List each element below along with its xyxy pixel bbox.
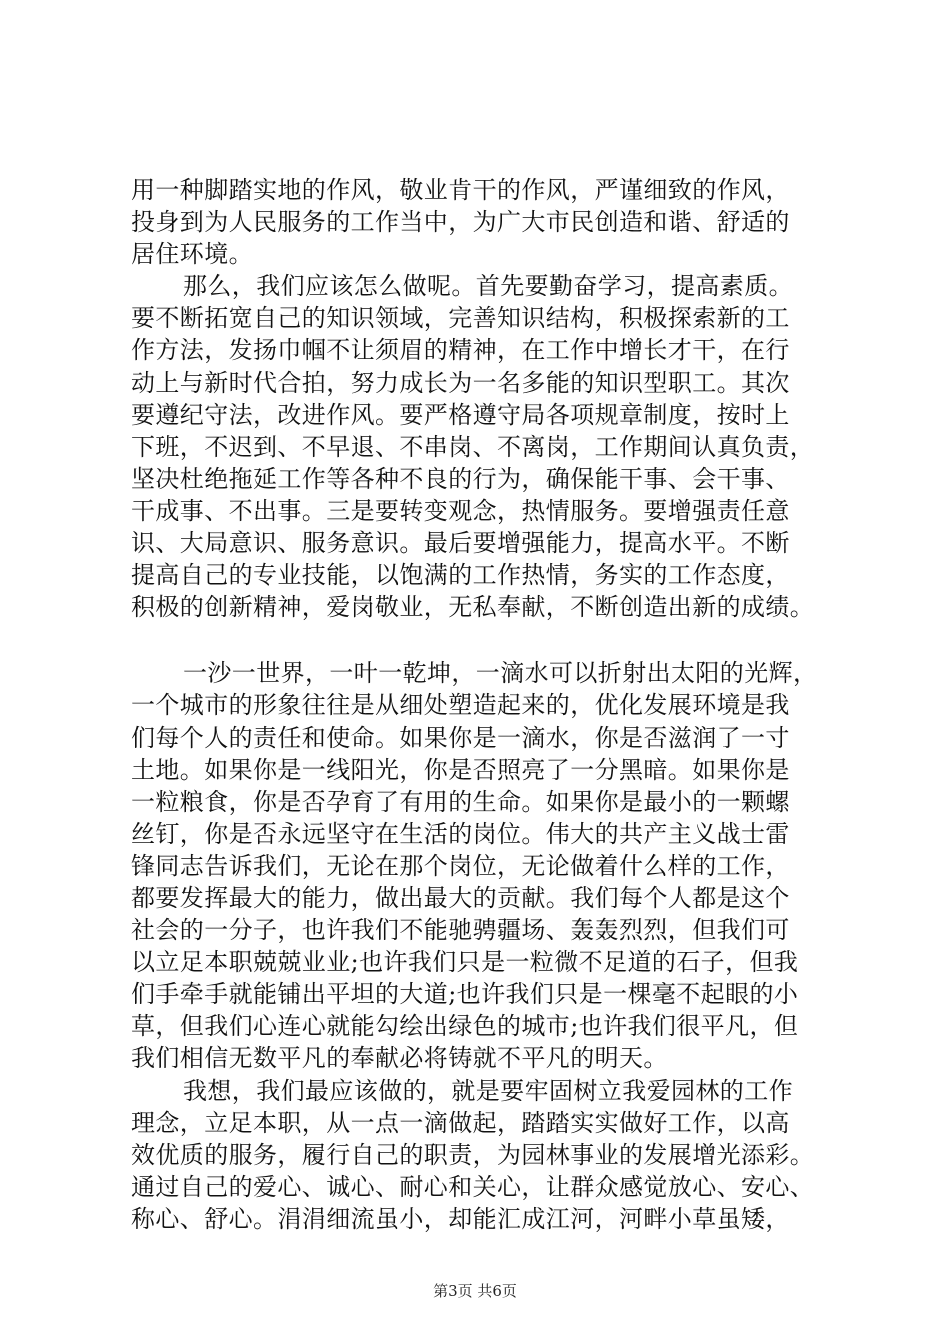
paragraph-1-line-2: 投身到为人民服务的工作当中，为广大市民创造和谐、舒适的	[131, 208, 790, 237]
paragraph-4-line-5: 称心、舒心。涓涓细流虽小，却能汇成江河，河畔小草虽矮，	[131, 1204, 790, 1233]
paragraph-4-line-2: 理念，立足本职，从一点一滴做起，踏踏实实做好工作，以高	[131, 1108, 790, 1137]
page-footer	[0, 1280, 950, 1301]
paragraph-2-line-8: 干成事、不出事。三是要转变观念，热情服务。要增强责任意	[131, 496, 790, 525]
paragraph-3-line-5: 一粒粮食，你是否孕育了有用的生命。如果你是最小的一颗螺	[131, 787, 790, 816]
paragraph-1-line-1: 用一种脚踏实地的作风，敬业肯干的作风，严谨细致的作风，	[131, 176, 790, 204]
paragraph-3-line-11: 们手牵手就能铺出平坦的大道;也许我们只是一棵毫不起眼的小	[131, 980, 799, 1009]
paragraph-3-line-6: 丝钉，你是否永远坚守在生活的岗位。伟大的共产主义战士雷	[131, 819, 790, 848]
paragraph-3-line-13: 我们相信无数平凡的奉献必将铸就不平凡的明天。	[131, 1044, 668, 1073]
paragraph-2-line-1: 那么，我们应该怎么做呢。首先要勤奋学习，提高素质。	[183, 272, 793, 301]
paragraph-2-line-10: 提高自己的专业技能，以饱满的工作热情，务实的工作态度，	[131, 561, 790, 590]
paragraph-1-line-3: 居住环境。	[131, 240, 253, 269]
paragraph-2-line-4: 动上与新时代合拍，努力成长为一名多能的知识型职工。其次	[131, 368, 790, 397]
paragraph-3-line-1: 一沙一世界，一叶一乾坤，一滴水可以折射出太阳的光辉，	[183, 659, 818, 688]
paragraph-3-line-7: 锋同志告诉我们，无论在那个岗位，无论做着什么样的工作，	[131, 851, 790, 880]
paragraph-3-line-3: 们每个人的责任和使命。如果你是一滴水，你是否滋润了一寸	[131, 723, 790, 752]
paragraph-gap	[131, 623, 831, 657]
paragraph-3-line-8: 都要发挥最大的能力，做出最大的贡献。我们每个人都是这个	[131, 883, 790, 912]
paragraph-3-line-9: 社会的一分子，也许我们不能驰骋疆场、轰轰烈烈，但我们可	[131, 916, 790, 945]
paragraph-4-line-3: 效优质的服务，履行自己的职责，为园林事业的发展增光添彩。	[131, 1140, 815, 1169]
paragraph-3-line-4: 土地。如果你是一线阳光，你是否照亮了一分黑暗。如果你是	[131, 755, 790, 784]
paragraph-2-line-11: 积极的创新精神，爱岗敬业，无私奉献，不断创造出新的成绩。	[131, 593, 815, 622]
paragraph-3-line-10: 以立足本职兢兢业业;也许我们只是一粒微不足道的石子，但我	[131, 948, 799, 977]
paragraph-3-line-2: 一个城市的形象往往是从细处塑造起来的，优化发展环境是我	[131, 691, 790, 720]
paragraph-2-line-3: 作方法，发扬巾帼不让须眉的精神，在工作中增长才干，在行	[131, 336, 790, 365]
paragraph-2-line-5: 要遵纪守法，改进作风。要严格遵守局各项规章制度，按时上	[131, 400, 790, 429]
paragraph-2-line-7: 坚决杜绝拖延工作等各种不良的行为，确保能干事、会干事、	[131, 464, 790, 493]
paragraph-4-line-4: 通过自己的爱心、诚心、耐心和关心，让群众感觉放心、安心、	[131, 1172, 815, 1201]
paragraph-4-line-1: 我想，我们最应该做的，就是要牢固树立我爱园林的工作	[183, 1076, 793, 1105]
paragraph-2-line-9: 识、大局意识、服务意识。最后要增强能力，提高水平。不断	[131, 529, 790, 558]
paragraph-2-line-2: 要不断拓宽自己的知识领域，完善知识结构，积极探索新的工	[131, 304, 790, 333]
paragraph-3-line-12: 草，但我们心连心就能勾绘出绿色的城市;也许我们很平凡，但	[131, 1012, 799, 1041]
document-body	[131, 174, 831, 1235]
page-number-label: 第3页 共6页	[433, 1282, 517, 1300]
paragraph-2-line-6: 下班，不迟到、不早退、不串岗、不离岗，工作期间认真负责，	[131, 432, 815, 461]
